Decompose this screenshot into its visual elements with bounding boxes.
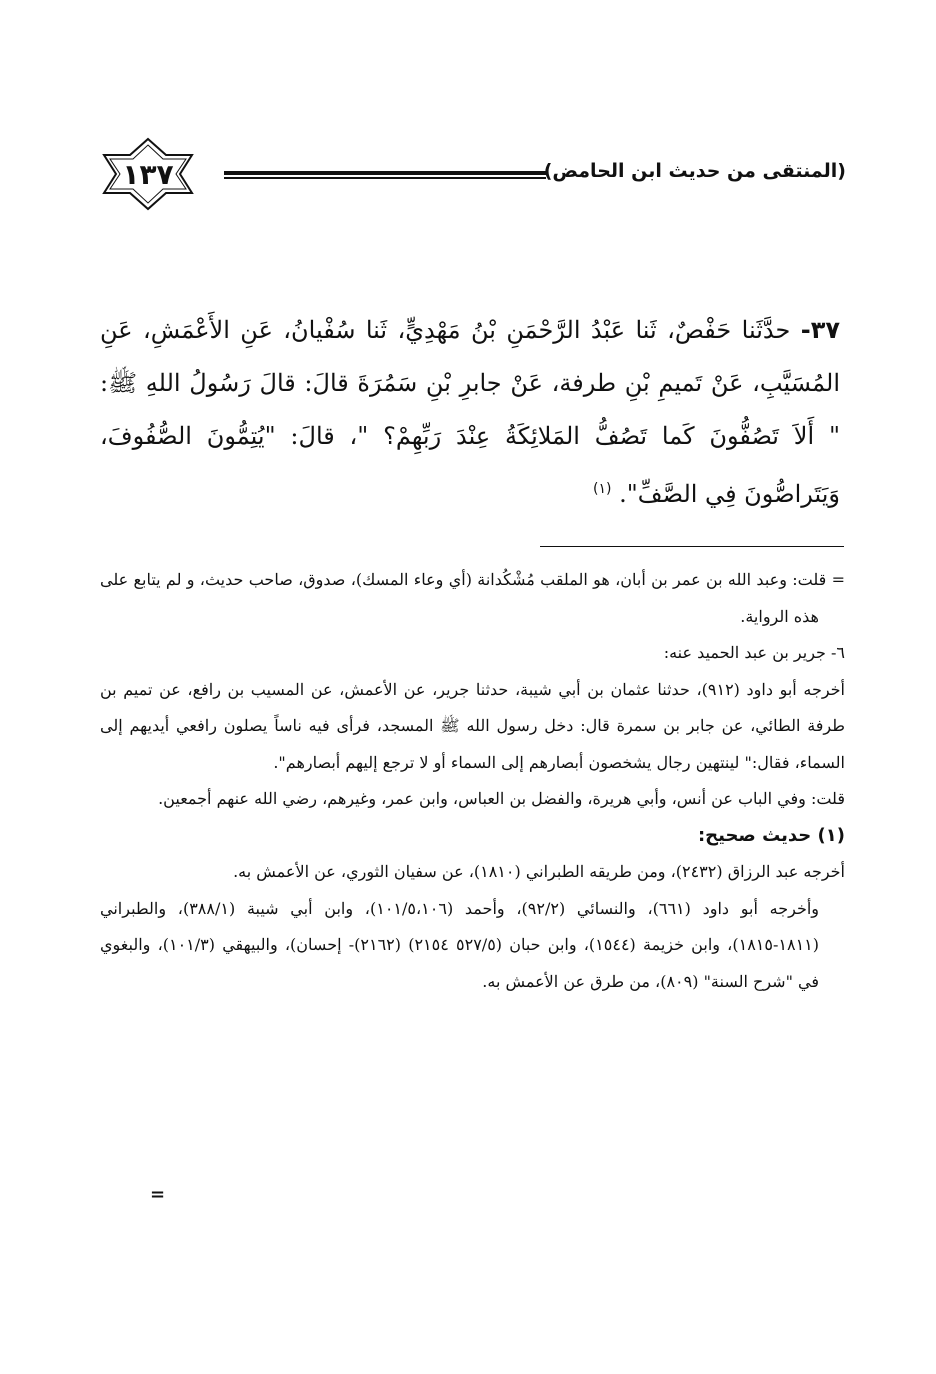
page-number-badge	[100, 136, 196, 212]
continuation-mark: =	[150, 1184, 166, 1205]
footnote-paragraph: وأخرجه أبو داود (٦٦١)، والنسائي (٩٢/٢)، وأحمد (١٠١/٥،١٠٦)، وابن أبي شيبة (٣٨٨/١)، والطبراني (١٨١١-١٨١٥)، وابن خزيمة (١٥٤٤)، وابن حبان (٥٢٧/٥ ٢١٥٤) (٢١٦٢)- إحسان)، والبيهقي (١٠١/٣)، والبغوي في "شرح السنة" (٨٠٩)، من طرق عن الأعمش به.	[100, 898, 820, 991]
header-rule	[224, 171, 546, 179]
hadith-number: ٣٧-	[800, 316, 840, 344]
footnote-paragraph: أخرجه أبو داود (٩١٢)، حدثنا عثمان بن أبي شيبة، حدثنا جرير، عن الأعمش، عن المسيب بن رافع، عن تميم بن طرفة الطائي، عن جابر بن سمرة قال: دخل رسول الله ﷺ المسجد، فرأى فيه ناساً يصلون رافعي أيديهم إلى السماء، فقال:" لينتهين رجال يشخصون أبصارهم إلى السماء أو لا ترجع إليهم أبصارهم".	[100, 679, 846, 772]
footnotes	[100, 562, 845, 1000]
hadith-body: حدَّثَنا حَفْصٌ، ثَنا عَبْدُ الرَّحْمَنِ بْنُ مَهْدِيٍّ، ثَنا سُفْيانُ، عَنِ الأَعْمَشِ، عَنِ المُسَيَّبِ، عَنْ تَميمِ بْنِ طرفة، عَنْ جابرِ بْنِ سَمُرَةَ قالَ: قالَ رَسُولُ اللهِ ﷺ: " أَلاَ تَصُفُّونَ كَما تَصُفُّ المَلائِكَةُ عِنْدَ رَبِّهِمْ؟ "، قالَ: "يُتِمُّونَ الصُّفُوفَ، وَيَتَراصُّونَ فِي الصَّفِّ".	[100, 316, 840, 508]
footnote-heading: (١) حديث صحيح:	[697, 824, 845, 846]
footnote-paragraph: قلت: وفي الباب عن أنس، وأبي هريرة، والفضل بن العباس، وابن عمر، وغيرهم، رضي الله عنهم أجمعين.	[158, 789, 845, 808]
running-title: (المنتقى من حديث ابن الحامض)	[543, 160, 846, 182]
footnote-continuation: = قلت: وعبد الله بن عمر بن أبان، هو الملقب مُشْكُدانة (أي وعاء المسك)، صدوق، صاحب حديث، و لم يتابع على هذه الرواية.	[100, 570, 846, 626]
footnote-divider	[540, 546, 844, 547]
footnote-paragraph: أخرجه عبد الرزاق (٢٤٣٢)، ومن طريقه الطبراني (١٨١٠)، عن سفيان الثوري، عن الأعمش به.	[233, 862, 845, 881]
footnote-subheading: ٦- جرير بن عبد الحميد عنه:	[663, 643, 845, 662]
footnote-reference: (١)	[593, 481, 612, 497]
page-header	[0, 130, 936, 220]
hadith-text	[100, 304, 840, 521]
page-number: ١٣٧	[122, 157, 174, 191]
